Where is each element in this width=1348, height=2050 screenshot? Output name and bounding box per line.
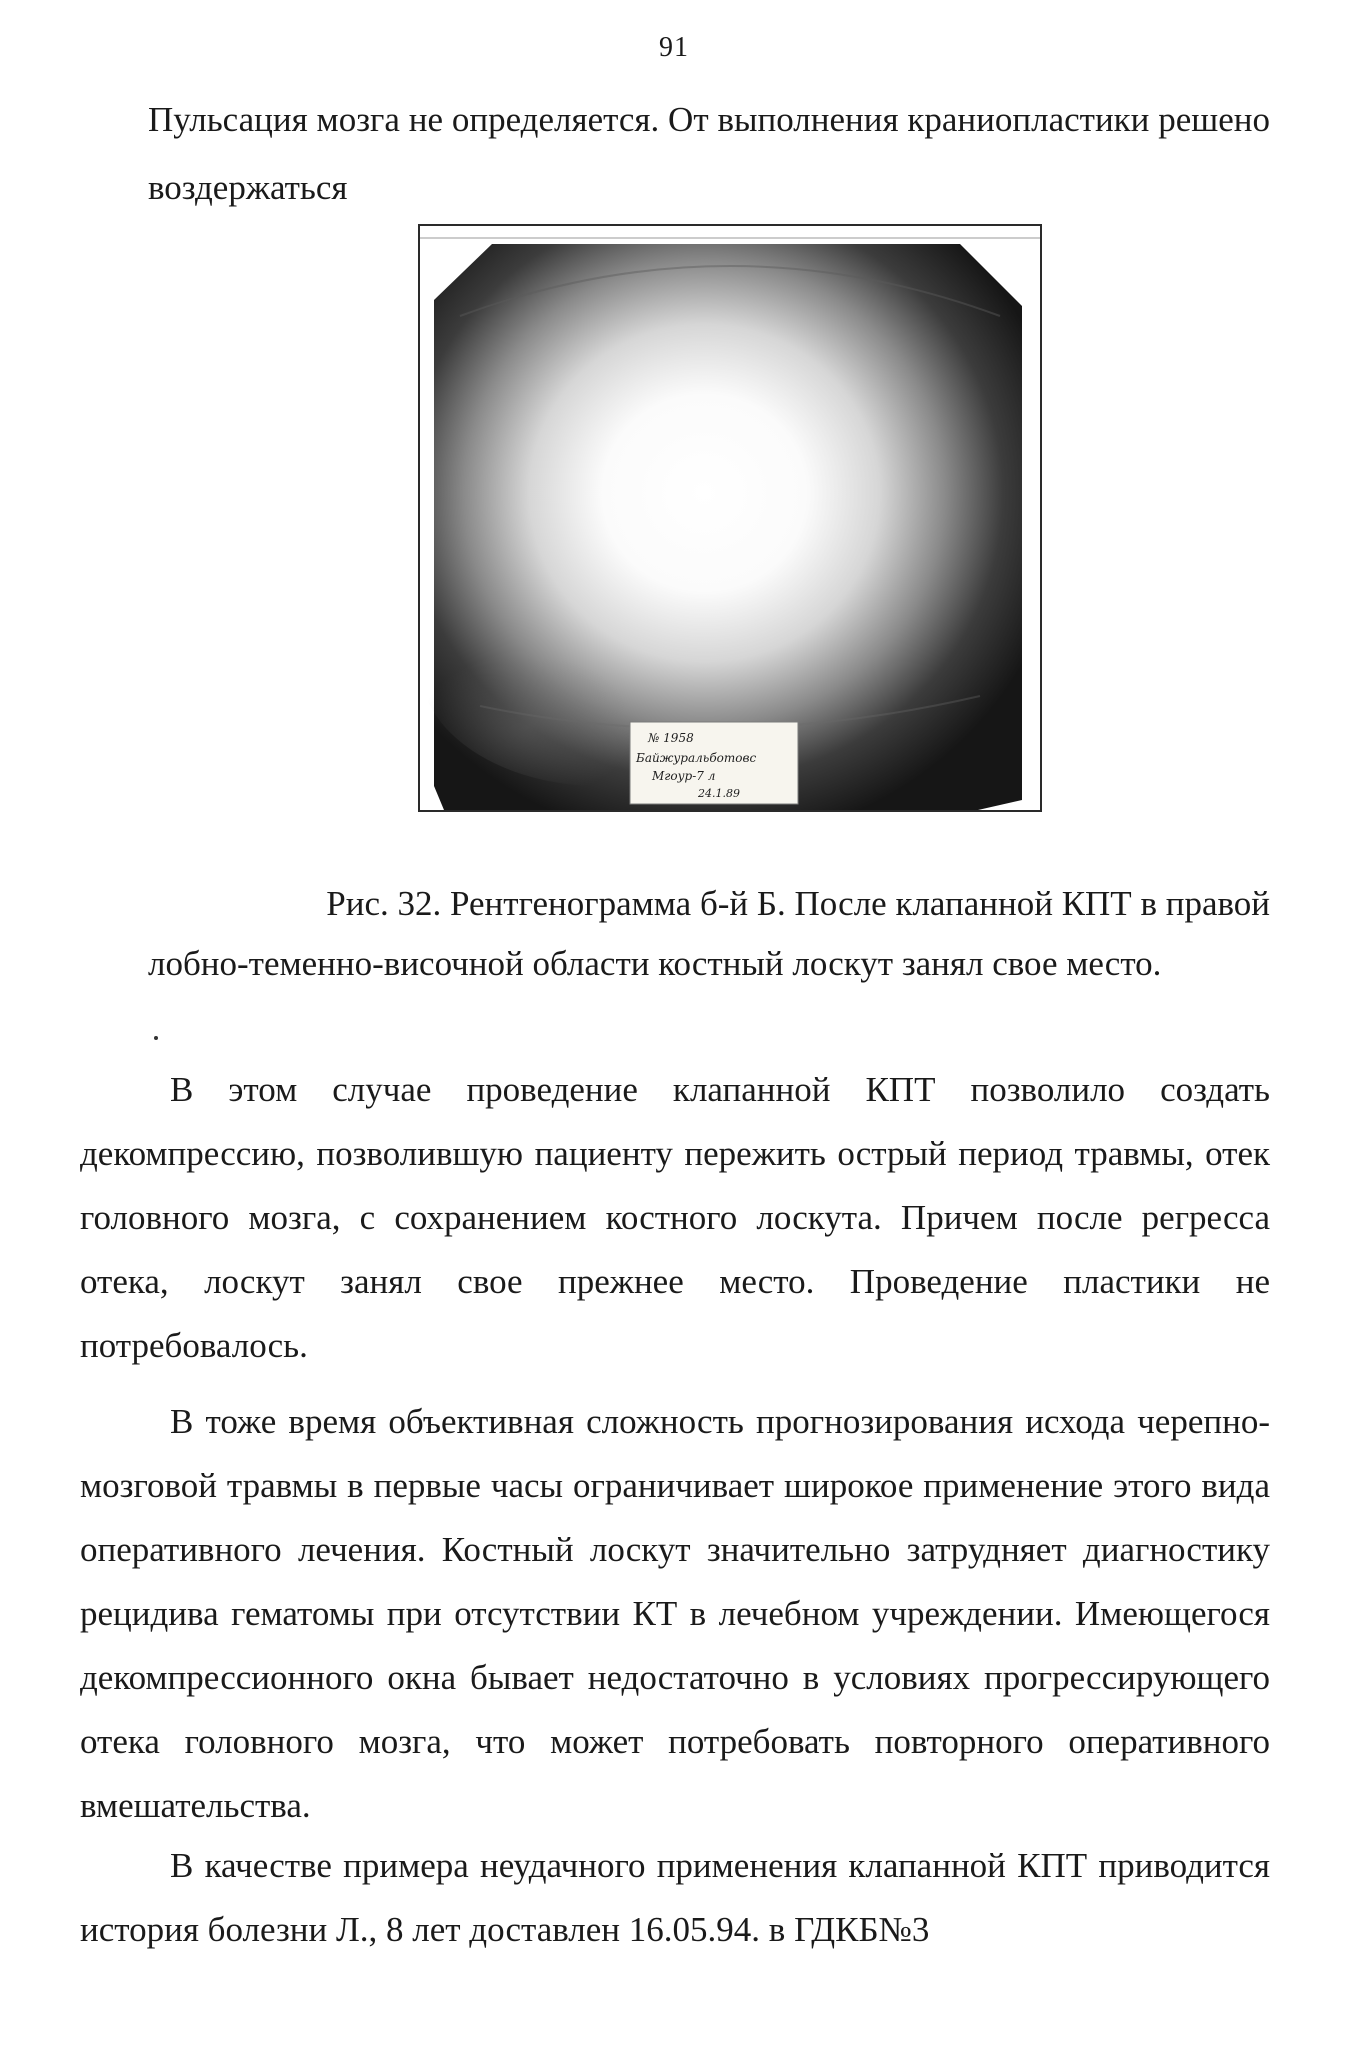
xray-image (420, 226, 1040, 810)
figure-caption-line-2: лобно-теменно-височной области костный лоскут занял свое место. (148, 944, 1162, 983)
body-paragraph-3: В качестве примера неудачного применения клапанной КПТ приводится история болезни Л., 8 лет доставлен 16.05.94. в ГДКБ№3 (80, 1846, 1270, 1949)
scan-speck (154, 1036, 158, 1040)
body-paragraph-1: В этом случае проведение клапанной КПТ позволило создать декомпрессию, позволившую пациенту пережить острый период травмы, отек головного мозга, с сохранением костного лоскута. Причем после регресса отека, лоскут занял свое прежнее место. Проведение пластики не потребовалось. (80, 1070, 1270, 1365)
film-label (630, 722, 798, 804)
intro-paragraph: Пульсация мозга не определяется. От выполнения краниопластики решено воздержаться (148, 100, 1270, 207)
label-line-4: 24.1.89 (698, 787, 740, 800)
label-line-2: Байжуральботовс (636, 751, 757, 765)
figure-caption-line-1: Рис. 32. Рентгенограмма б-й Б. После клапанной КПТ в правой (326, 884, 1270, 923)
label-line-3: Мгоур-7 л (652, 769, 716, 783)
label-line-1: № 1958 (648, 731, 694, 745)
body-paragraph-2: В тоже время объективная сложность прогнозирования исхода черепно-мозговой травмы в первые часы ограничивает широкое применение этого вида оперативного лечения. Костный лоскут значительно затрудняет диагностику рецидива гематомы при отсутствии КТ в лечебном учреждении. Имеющегося декомпрессионного окна бывает недостаточно в условиях прогрессирующего отека головного мозга, что может потребовать повторного оперативного вмешательства. (80, 1402, 1270, 1825)
page-number: 91 (659, 32, 689, 63)
xray-figure (418, 224, 1042, 812)
